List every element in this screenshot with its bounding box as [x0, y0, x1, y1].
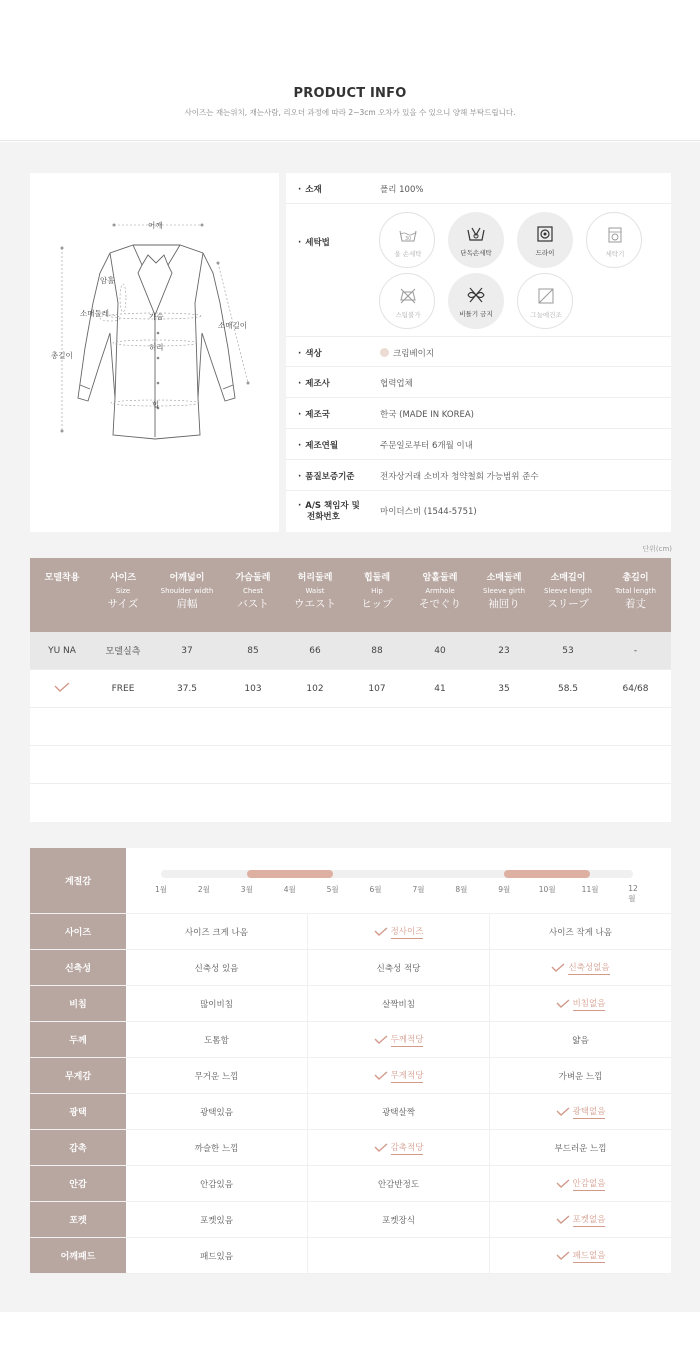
no-wring-icon — [466, 285, 486, 305]
size-column-header: 암홀둘레 Armhole そでぐり — [419, 573, 461, 610]
product-info-section — [0, 142, 700, 1312]
washing-machine-icon — [605, 225, 625, 245]
page-title: PRODUCT INFO — [293, 86, 407, 101]
fit-row — [30, 1058, 671, 1094]
size-cell: 40 — [434, 645, 446, 656]
label-total-length: 총길이 — [51, 351, 73, 360]
fit-option: 감촉적당 — [308, 1130, 490, 1165]
check-icon — [30, 682, 94, 695]
info-row-country: · 제조국 한국 (MADE IN KOREA) — [286, 398, 671, 429]
page-header — [0, 0, 700, 141]
check-icon — [374, 1143, 388, 1153]
season-chart — [126, 848, 671, 913]
season-month-label: 12월 — [628, 884, 638, 903]
wash-item-5: 비틀기 금지 — [448, 273, 504, 329]
fit-option: 가벼운 느낌 — [558, 1071, 603, 1082]
fit-rows — [30, 914, 671, 1274]
check-icon — [556, 1215, 570, 1225]
fit-option: 사이즈 크게 나옴 — [126, 914, 308, 949]
size-cell: 37 — [181, 645, 193, 656]
size-table — [30, 558, 671, 822]
check-icon — [556, 999, 570, 1009]
label-sleeve-length: 소매길이 — [218, 321, 247, 330]
info-row-material: · 소재 폴리 100% — [286, 173, 671, 204]
fit-row — [30, 914, 671, 950]
fit-row — [30, 986, 671, 1022]
season-month-label: 6월 — [369, 885, 382, 894]
season-month-label: 5월 — [326, 885, 339, 894]
size-cell: 37.5 — [176, 683, 198, 694]
separate-hand-wash-icon — [466, 224, 486, 244]
size-column-header: 소매길이 Sleeve length スリーブ — [544, 573, 592, 610]
size-column-header: 소매둘레 Sleeve girth 袖回り — [482, 573, 526, 610]
check-icon — [556, 1179, 570, 1189]
check-icon — [551, 963, 565, 973]
fit-option: 안감있음 — [126, 1166, 308, 1201]
size-cell: 58.5 — [557, 683, 579, 694]
fit-row-label: 두께 — [30, 1022, 126, 1057]
fit-row — [30, 1202, 671, 1238]
fit-option: 포켓있음 — [126, 1202, 308, 1237]
size-column-header: 총길이 Total length 着丈 — [615, 573, 656, 610]
season-month-label: 1월 — [154, 885, 168, 894]
fit-option: 까슬한 느낌 — [126, 1130, 308, 1165]
label-shoulder: 어깨 — [148, 221, 163, 230]
garment-illustration — [30, 173, 279, 532]
size-column-header: 사이즈 Size サイズ — [107, 573, 139, 610]
label-hip: 힙 — [152, 400, 160, 409]
size-column-header: 어깨넓이 Shoulder width 肩幅 — [160, 573, 214, 610]
fit-option: 안감반정도 — [308, 1166, 490, 1201]
fit-row — [30, 1238, 671, 1274]
size-table-header — [30, 558, 671, 632]
fit-row-label: 어깨패드 — [30, 1238, 126, 1273]
size-cell: YU NA — [48, 645, 76, 656]
color-swatch — [380, 348, 389, 357]
fit-option: 신축성없음 — [490, 950, 671, 985]
fit-option: 포켓장식 — [308, 1202, 490, 1237]
no-steam-icon — [398, 286, 418, 306]
season-month-label: 2월 — [197, 885, 210, 894]
svg-text:30: 30 — [405, 236, 412, 242]
season-range-bar — [504, 870, 590, 878]
size-cell: 88 — [371, 645, 383, 656]
size-cell: 85 — [247, 645, 259, 656]
size-cell: 23 — [498, 645, 510, 656]
jacket-diagram — [30, 173, 279, 532]
fit-row — [30, 950, 671, 986]
fit-row-label: 감촉 — [30, 1130, 126, 1165]
fit-option: 광택있음 — [126, 1094, 308, 1129]
check-icon — [374, 1071, 388, 1081]
size-table-body — [30, 632, 671, 708]
size-column-header: 허리둘레 Waist ウエスト — [294, 573, 336, 610]
fit-option: 포켓없음 — [490, 1202, 671, 1237]
wash-item-4: 스팀불가 — [379, 273, 435, 329]
fit-option: 정사이즈 — [308, 914, 490, 949]
fit-option: 도톰함 — [126, 1022, 308, 1057]
fit-row — [30, 1130, 671, 1166]
fit-option: 패드있음 — [126, 1238, 308, 1273]
fit-option: 광택없음 — [490, 1094, 671, 1129]
fit-row — [30, 1094, 671, 1130]
season-month-label: 7월 — [412, 885, 425, 894]
season-month-label: 9월 — [498, 885, 511, 894]
fit-option: 무게적당 — [308, 1058, 490, 1093]
size-cell: 103 — [244, 683, 262, 694]
info-row-color: · 색상 크림베이지 — [286, 337, 671, 367]
fit-row-season: 계절감 1월 2월 3월 4월 5월 6월 7월 8월 9월 10월 11월 12월 — [30, 848, 671, 914]
size-cell: 41 — [434, 683, 446, 694]
size-cell: FREE — [111, 683, 135, 694]
size-cell: - — [633, 645, 638, 656]
size-table-empty-row — [30, 708, 671, 746]
fit-option: 사이즈 작게 나옴 — [549, 927, 612, 938]
label-chest: 가슴 — [149, 312, 164, 321]
size-column-header: 모델착용 — [44, 573, 80, 583]
fit-option: 많이비침 — [126, 986, 308, 1021]
fit-option: 무거운 느낌 — [126, 1058, 308, 1093]
season-month-label: 4월 — [283, 885, 296, 894]
size-cell: 모델실측 — [105, 647, 141, 657]
fit-row-label: 광택 — [30, 1094, 126, 1129]
fit-row — [30, 1022, 671, 1058]
unit-label: 단위(cm) — [642, 545, 672, 553]
fit-option: 살짝비침 — [308, 986, 490, 1021]
fit-row-label: 사이즈 — [30, 914, 126, 949]
info-row-date: · 제조연월 주문일로부터 6개월 이내 — [286, 429, 671, 460]
fit-row-label: 무게감 — [30, 1058, 126, 1093]
size-table-empty-row — [30, 746, 671, 784]
size-cell: 102 — [306, 683, 324, 694]
info-row-washing: · 세탁법 30 울 손세탁 단독손세탁 드라이 세탁기 스팀불가 비틀기 금지 그늘에건조 — [286, 204, 671, 337]
fit-option: 광택살짝 — [308, 1094, 490, 1129]
fit-table — [30, 848, 671, 1274]
size-table-row — [30, 670, 671, 708]
fit-row-label: 포켓 — [30, 1202, 126, 1237]
check-icon — [374, 1035, 388, 1045]
fit-option — [308, 1238, 490, 1273]
label-waist: 허리 — [149, 343, 164, 352]
info-row-maker: · 제조사 협력업체 — [286, 367, 671, 398]
fit-row — [30, 1166, 671, 1202]
fit-row-label: 신축성 — [30, 950, 126, 985]
fit-option: 안감없음 — [490, 1166, 671, 1201]
wash-item-1: 단독손세탁 — [448, 212, 504, 268]
season-month-label: 11월 — [581, 885, 599, 894]
wash-item-0: 30 울 손세탁 — [379, 212, 435, 268]
fit-option: 신축성 적당 — [308, 950, 490, 985]
info-row-as: · A/S 책임자 및 전화번호 마이더스비 (1544-5751) — [286, 491, 671, 532]
fit-option: 비침없음 — [490, 986, 671, 1021]
check-icon — [556, 1107, 570, 1117]
check-icon — [556, 1251, 570, 1261]
wash-item-6: 그늘에건조 — [517, 273, 573, 329]
season-range-bar — [247, 870, 333, 878]
shade-dry-icon — [536, 286, 556, 306]
season-month-label: 3월 — [240, 885, 253, 894]
size-cell: 64/68 — [622, 683, 649, 694]
fit-option: 부드러운 느낌 — [554, 1143, 607, 1154]
size-column-header: 가슴둘레 Chest バスト — [235, 573, 271, 610]
size-table-row — [30, 632, 671, 670]
dry-clean-icon — [535, 224, 555, 244]
product-info-table — [286, 173, 671, 532]
size-cell: 107 — [368, 683, 386, 694]
info-row-warranty: · 품질보증기준 전자상거래 소비자 청약철회 가능범위 준수 — [286, 460, 671, 491]
label-sleeve-girth: 소매둘레 — [80, 309, 109, 318]
fit-option: 신축성 있음 — [126, 950, 308, 985]
size-table-empty-row — [30, 784, 671, 822]
size-cell: 35 — [498, 683, 510, 694]
fit-option: 두께적당 — [308, 1022, 490, 1057]
label-armhole: 암홀 — [100, 276, 115, 285]
fit-row-label: 안감 — [30, 1166, 126, 1201]
season-month-label: 8월 — [455, 885, 468, 894]
size-cell: 66 — [309, 645, 321, 656]
size-column-header: 힙둘레 Hip ヒップ — [361, 573, 393, 610]
wash-item-3: 세탁기 — [586, 212, 642, 268]
wash-item-2: 드라이 — [517, 212, 573, 268]
check-icon — [374, 927, 388, 937]
hand-wash-icon — [398, 225, 418, 245]
size-cell: 53 — [562, 645, 574, 656]
fit-row-label: 비침 — [30, 986, 126, 1021]
page-subtitle: 사이즈는 재는위치, 재는사람, 리오더 과정에 따라 2~3cm 오차가 있을 수 있으니 양해 부탁드립니다. — [184, 108, 516, 117]
season-month-label: 10월 — [538, 885, 556, 894]
fit-option: 패드없음 — [490, 1238, 671, 1273]
fit-option: 얇음 — [572, 1035, 589, 1046]
